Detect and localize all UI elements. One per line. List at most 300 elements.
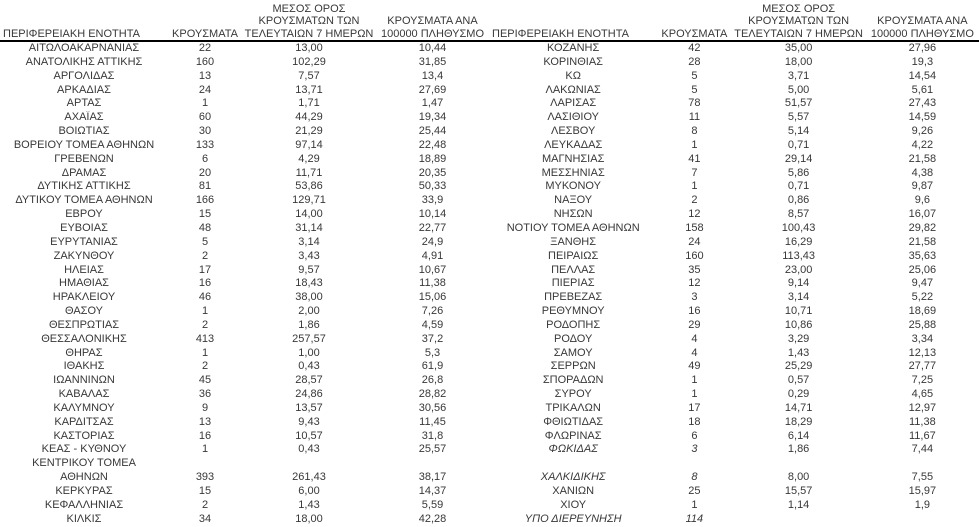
cell-avg7: 14,71 (784, 401, 813, 414)
table-row (0, 167, 489, 181)
cell-region: ΠΡΕΒΕΖΑΣ (544, 291, 603, 304)
cell-cases: 60 (198, 111, 212, 124)
table-row (0, 291, 489, 305)
cell-region: ΦΘΙΩΤΙΔΑΣ (543, 415, 604, 428)
cell-per100k: 21,58 (908, 235, 937, 248)
cell-region: ΑΡΤΑΣ (66, 97, 102, 110)
table-row (489, 250, 979, 264)
table-row (489, 457, 979, 471)
cell-per100k: 1,47 (421, 97, 444, 110)
cell-cases (657, 457, 731, 471)
cell-cases: 12 (688, 208, 701, 221)
cell-avg7: 9,43 (298, 415, 320, 428)
cell-per100k: 29,82 (908, 221, 937, 234)
table-row (489, 499, 979, 513)
table-row (0, 374, 489, 388)
table-row (489, 291, 979, 305)
cell-avg7: 14,00 (295, 208, 323, 221)
cell-avg7: 5,86 (787, 166, 810, 179)
cell-region: ΕΒΡΟΥ (65, 208, 103, 221)
cell-avg7: 13,71 (295, 83, 323, 96)
cell-per100k: 28,82 (418, 388, 447, 401)
cell-per100k: 50,33 (418, 180, 447, 193)
cell-cases: 49 (688, 360, 701, 373)
cell-cases: 1 (691, 374, 698, 387)
cell-avg7: 113,43 (782, 249, 816, 262)
cell-avg7: 3,29 (787, 332, 810, 345)
cell-region: ΚΟΖΑΝΗΣ (547, 42, 600, 54)
cell-avg7: 13,00 (295, 42, 323, 54)
cell-per100k: 26,8 (421, 374, 444, 387)
cell-region: ΑΝΑΤΟΛΙΚΗΣ ΑΤΤΙΚΗΣ (25, 55, 143, 68)
cell-cases: 9 (201, 401, 209, 414)
column-header-region: ΠΕΡΙΦΕΡΕΙΑΚΗ ΕΝΟΤΗΤΑ (0, 0, 168, 41)
cell-avg7: 5,57 (787, 111, 810, 124)
cell-per100k: 1,9 (914, 498, 931, 511)
table-row (489, 388, 979, 402)
table-row (0, 485, 489, 499)
cell-per100k: 25,44 (418, 125, 447, 138)
cell-region: ΦΩΚΙΔΑΣ (548, 443, 598, 456)
cell-region: ΛΕΣΒΟΥ (550, 125, 596, 138)
table-body-right (489, 41, 979, 527)
cell-region: ΚΟΡΙΝΘΙΑΣ (543, 55, 603, 68)
table-row (489, 111, 979, 125)
cell-avg7: 0,29 (787, 388, 810, 401)
column-header-per100k (866, 0, 979, 41)
cell-avg7: 1,43 (298, 498, 320, 511)
cell-cases: 160 (685, 249, 704, 262)
cell-cases: 158 (685, 221, 704, 234)
table-row (0, 471, 489, 485)
table-row (489, 374, 979, 388)
cell-per100k: 10,14 (418, 208, 447, 221)
cell-region: ΑΧΑΪΑΣ (64, 111, 104, 124)
cell-avg7: 28,57 (295, 374, 323, 387)
cell-cases: 24 (688, 235, 701, 248)
header-row (0, 0, 489, 41)
column-header-avg7 (242, 0, 376, 41)
cell-region: ΚΕΦΑΛΛΗΝΙΑΣ (44, 498, 124, 511)
cell-region: ΔΡΑΜΑΣ (61, 166, 107, 179)
cell-cases: 1 (201, 97, 209, 110)
cell-cases: 17 (688, 401, 701, 414)
table-row (0, 430, 489, 444)
per100k-header-line1: ΚΡΟΥΣΜΑΤΑ ΑΝΑ (877, 15, 968, 27)
cell-cases: 8 (691, 125, 698, 138)
cell-cases: 36 (198, 388, 212, 401)
cell-per100k: 3,34 (911, 332, 934, 345)
cell-avg7: 35,00 (784, 42, 813, 54)
header-row (489, 0, 979, 41)
cell-cases: 2 (201, 360, 209, 373)
cell-per100k: 11,38 (909, 415, 936, 428)
per100k-header-line1: ΚΡΟΥΣΜΑΤΑ ΑΝΑ (387, 15, 478, 27)
cell-region: ΓΡΕΒΕΝΩΝ (54, 152, 114, 165)
cell-cases: 6 (201, 152, 209, 165)
cell-cases: 78 (688, 97, 701, 110)
cell-cases: 34 (198, 512, 212, 525)
cell-cases: 1 (201, 305, 209, 318)
cell-region: ΛΑΡΙΣΑΣ (550, 97, 597, 110)
cell-region: ΙΘΑΚΗΣ (63, 360, 105, 373)
cell-region: ΞΑΝΘΗΣ (550, 235, 597, 248)
cell-per100k: 27,77 (908, 360, 937, 373)
cell-cases: 16 (198, 429, 212, 442)
cell-per100k: 33,9 (421, 194, 444, 207)
cell-cases: 24 (198, 83, 212, 96)
cell-per100k: 11,67 (909, 429, 936, 442)
cell-region: ΣΑΜΟΥ (553, 346, 593, 359)
cell-avg7: 51,57 (784, 97, 813, 110)
cell-avg7: 3,14 (787, 291, 810, 304)
table-row (0, 84, 489, 98)
cell-cases: 48 (198, 221, 212, 234)
cell-per100k: 11,38 (419, 277, 446, 290)
cell-cases: 2 (691, 194, 698, 207)
cell-region: ΚΑΣΤΟΡΙΑΣ (53, 429, 115, 442)
cell-per100k: 20,35 (418, 166, 447, 179)
cell-avg7: 10,86 (784, 318, 813, 331)
table-row (0, 347, 489, 361)
cell-avg7: 6,14 (787, 429, 810, 442)
cell-cases: 133 (195, 138, 215, 151)
table-row (489, 56, 979, 70)
table-row (0, 208, 489, 222)
table-row (489, 84, 979, 98)
cell-cases: 4 (691, 346, 698, 359)
cell-cases: 35 (688, 263, 701, 276)
column-header-per100k (376, 0, 489, 41)
cell-avg7: 0,71 (787, 180, 810, 193)
cell-per100k: 38,17 (418, 471, 447, 484)
cell-per100k (866, 457, 979, 471)
cell-cases: 17 (198, 263, 212, 276)
table-row (0, 111, 489, 125)
cell-region: ΧΑΛΚΙΔΙΚΗΣ (540, 471, 606, 484)
cell-region: ΜΑΓΝΗΣΙΑΣ (541, 152, 605, 165)
table-row (489, 70, 979, 84)
cell-avg7: 97,14 (295, 138, 323, 151)
table-row (489, 416, 979, 430)
cell-per100k: 10,44 (418, 42, 447, 54)
cell-per100k: 27,69 (418, 83, 447, 96)
cell-cases: 1 (691, 138, 698, 151)
cell-per100k: 7,26 (421, 305, 444, 318)
cell-avg7: 11,71 (295, 166, 323, 179)
cell-avg7: 1,86 (787, 443, 810, 456)
cell-per100k: 21,58 (908, 152, 937, 165)
cell-avg7: 1,43 (787, 346, 810, 359)
table-header-left (0, 0, 489, 41)
cell-region (489, 457, 657, 471)
cell-cases: 1 (201, 346, 209, 359)
cell-region: ΣΕΡΡΩΝ (550, 360, 596, 373)
cell-per100k (376, 457, 489, 471)
table-row (0, 250, 489, 264)
table-row (0, 41, 489, 56)
cell-region: ΑΘΗΝΩΝ (60, 471, 108, 484)
table-body-left (0, 41, 489, 527)
cell-cases: 6 (691, 429, 698, 442)
cell-per100k: 18,89 (418, 152, 447, 165)
table-row (0, 319, 489, 333)
cell-avg7: 2,00 (298, 305, 320, 318)
cell-per100k: 13,4 (421, 69, 444, 82)
cell-cases: 2 (201, 249, 209, 262)
cell-region: ΣΥΡΟΥ (554, 388, 592, 401)
table-row (0, 499, 489, 513)
table-row (489, 305, 979, 319)
cell-region: ΠΕΛΛΑΣ (551, 263, 596, 276)
cell-avg7: 102,29 (292, 55, 326, 68)
cell-avg7: 0,43 (298, 360, 320, 373)
cell-region: ΕΥΡΥΤΑΝΙΑΣ (50, 235, 118, 248)
cell-avg7: 257,57 (292, 332, 326, 345)
cell-per100k: 61,9 (421, 360, 444, 373)
table-row (489, 485, 979, 499)
cell-cases: 81 (198, 180, 212, 193)
cell-cases: 25 (688, 485, 701, 497)
cell-avg7: 129,71 (292, 194, 326, 207)
cell-region: ΚΑΛΥΜΝΟΥ (53, 401, 115, 414)
cell-avg7: 29,14 (784, 152, 813, 165)
cell-per100k: 10,67 (418, 263, 447, 276)
cell-region: ΠΕΙΡΑΙΩΣ (548, 249, 599, 262)
cell-avg7: 3,71 (787, 69, 810, 82)
cell-region: ΡΕΘΥΜΝΟΥ (541, 305, 605, 318)
cell-per100k: 31,85 (418, 55, 447, 68)
table-row (0, 180, 489, 194)
cell-avg7: 1,14 (787, 498, 810, 511)
column-header-region: ΠΕΡΙΦΕΡΕΙΑΚΗ ΕΝΟΤΗΤΑ (489, 0, 657, 41)
cell-region: ΣΠΟΡΑΔΩΝ (542, 374, 604, 387)
column-header-cases: ΚΡΟΥΣΜΑΤΑ (168, 0, 242, 41)
cell-cases: 18 (688, 415, 701, 428)
cell-avg7: 0,71 (787, 138, 810, 151)
cell-avg7: 8,57 (787, 208, 810, 221)
cell-per100k: 25,88 (908, 318, 937, 331)
cell-region: ΚΕΑΣ - ΚΥΘΝΟΥ (41, 443, 127, 456)
cell-avg7: 1,86 (298, 318, 320, 331)
cell-region: ΘΕΣΣΑΛΟΝΙΚΗΣ (41, 332, 127, 345)
cell-region: ΗΜΑΘΙΑΣ (59, 277, 109, 290)
table-row (0, 457, 489, 471)
cell-per100k: 4,65 (911, 388, 934, 401)
cell-cases: 16 (198, 277, 212, 290)
cell-avg7: 1,00 (298, 346, 320, 359)
cell-cases: 4 (691, 332, 698, 345)
cell-per100k: 16,07 (908, 208, 937, 221)
cell-region: ΦΛΩΡΙΝΑΣ (544, 429, 602, 442)
cell-avg7: 18,00 (784, 55, 813, 68)
cell-avg7: 6,00 (298, 485, 320, 497)
table-row (489, 443, 979, 457)
table-row (0, 305, 489, 319)
table-row (489, 167, 979, 181)
cell-per100k: 4,59 (421, 318, 444, 331)
cell-avg7: 100,43 (781, 221, 816, 234)
cell-cases: 3 (691, 443, 698, 456)
table-row (0, 402, 489, 416)
cell-cases: 15 (198, 485, 212, 497)
table-row (489, 208, 979, 222)
cell-avg7: 0,43 (298, 443, 320, 456)
cell-avg7: 1,71 (298, 97, 320, 110)
cell-region: ΘΕΣΠΡΩΤΙΑΣ (48, 318, 120, 331)
cell-cases: 413 (195, 332, 215, 345)
cell-region: ΒΟΡΕΙΟΥ ΤΟΜΕΑ ΑΘΗΝΩΝ (13, 138, 155, 151)
cell-per100k: 15,06 (418, 291, 447, 304)
cell-region: ΚΩ (565, 69, 581, 82)
cell-avg7: 16,29 (784, 235, 813, 248)
cell-region: ΜΥΚΟΝΟΥ (545, 180, 601, 193)
cell-region: ΔΥΤΙΚΗΣ ΑΤΤΙΚΗΣ (37, 180, 131, 193)
cell-avg7: 0,57 (787, 374, 810, 387)
table-row (0, 56, 489, 70)
cell-per100k: 18,69 (908, 305, 937, 318)
cell-cases: 28 (688, 55, 701, 68)
cell-per100k: 7,25 (911, 374, 934, 387)
cell-region: ΗΛΕΙΑΣ (64, 263, 104, 276)
cell-avg7 (731, 513, 865, 527)
cell-per100k: 9,47 (911, 277, 934, 290)
cell-per100k: 22,77 (418, 221, 447, 234)
table-row (489, 125, 979, 139)
cell-per100k: 19,3 (911, 55, 934, 68)
cell-cases: 393 (195, 471, 215, 484)
cell-per100k: 37,2 (421, 332, 444, 345)
avg7-header-line1: ΜΕΣΟΣ ΟΡΟΣ (272, 2, 346, 15)
cell-region: ΠΙΕΡΙΑΣ (551, 277, 595, 290)
cell-cases: 8 (691, 471, 698, 484)
avg7-header-line3: ΤΕΛΕΥΤΑΙΩΝ 7 ΗΜΕΡΩΝ (244, 27, 374, 40)
cell-avg7: 10,57 (295, 429, 323, 442)
cell-per100k: 7,44 (911, 443, 934, 456)
cell-cases: 3 (691, 291, 698, 304)
cell-avg7: 261,43 (292, 471, 326, 484)
cell-cases (168, 457, 242, 471)
table-row (489, 513, 979, 527)
cell-region: ΚΕΝΤΡΙΚΟΥ ΤΟΜΕΑ (32, 457, 136, 470)
cell-avg7: 15,57 (784, 485, 813, 497)
cell-per100k: 9,26 (911, 125, 934, 138)
cell-per100k: 5,59 (421, 498, 444, 511)
regional-table-left (0, 0, 489, 527)
table-row (489, 347, 979, 361)
cell-cases: 13 (198, 415, 212, 428)
cell-region: ΧΙΟΥ (560, 498, 587, 511)
cell-region: ΛΕΥΚΑΔΑΣ (544, 138, 603, 151)
cell-per100k: 9,87 (911, 180, 934, 193)
cell-region: ΡΟΔΟΥ (554, 332, 593, 345)
cell-per100k: 11,45 (419, 415, 446, 428)
cell-cases: 41 (688, 152, 701, 165)
cell-per100k: 19,34 (418, 111, 447, 124)
table-row (0, 236, 489, 250)
cell-cases: 12 (688, 277, 701, 290)
table-row (0, 194, 489, 208)
table-row (0, 153, 489, 167)
cell-region: ΑΡΚΑΔΙΑΣ (57, 83, 111, 96)
cell-per100k: 5,22 (911, 291, 934, 304)
table-row (489, 402, 979, 416)
cell-cases: 45 (198, 374, 212, 387)
per100k-header-line2: 100000 ΠΛΗΘΥΣΜΟ (380, 27, 485, 40)
cell-per100k: 35,63 (908, 249, 937, 262)
cell-per100k: 7,55 (911, 471, 934, 484)
cell-per100k: 5,3 (424, 346, 441, 359)
cell-per100k: 22,48 (418, 138, 447, 151)
cell-per100k (866, 513, 979, 527)
cell-region: ΖΑΚΥΝΘΟΥ (53, 249, 115, 262)
table-row (489, 236, 979, 250)
cell-region: ΛΑΣΙΘΙΟΥ (547, 111, 600, 124)
cell-per100k: 27,96 (908, 42, 937, 54)
cell-cases: 166 (195, 194, 215, 207)
cell-avg7: 5,14 (787, 125, 810, 138)
cell-cases: 160 (195, 55, 215, 68)
table-row (489, 430, 979, 444)
cell-per100k: 31,8 (421, 429, 444, 442)
cell-avg7 (242, 457, 376, 471)
cell-region: ΡΟΔΟΠΗΣ (546, 318, 601, 331)
cell-avg7: 31,14 (295, 221, 323, 234)
table-row (0, 443, 489, 457)
cell-region: ΑΡΓΟΛΙΔΑΣ (53, 69, 115, 82)
cell-per100k: 25,57 (418, 443, 447, 456)
table-row (489, 41, 979, 56)
table-row (489, 180, 979, 194)
avg7-header-line3: ΤΕΛΕΥΤΑΙΩΝ 7 ΗΜΕΡΩΝ (734, 27, 863, 40)
cell-avg7: 5,00 (787, 83, 810, 96)
table-row (0, 97, 489, 111)
cell-per100k: 5,61 (911, 83, 934, 96)
cell-region: ΕΥΒΟΙΑΣ (60, 221, 108, 234)
cell-avg7: 0,86 (787, 194, 810, 207)
table-row (489, 360, 979, 374)
cell-avg7: 44,29 (295, 111, 323, 124)
cell-cases: 1 (691, 498, 698, 511)
table-header-right (489, 0, 979, 41)
cell-per100k: 12,13 (908, 346, 937, 359)
cell-region: ΘΑΣΟΥ (64, 305, 104, 318)
cell-avg7: 9,57 (298, 263, 320, 276)
cell-region: ΜΕΣΣΗΝΙΑΣ (541, 166, 605, 179)
cell-per100k: 27,43 (908, 97, 937, 110)
table-row (489, 471, 979, 485)
cell-region: ΘΗΡΑΣ (65, 346, 103, 359)
column-header-cases: ΚΡΟΥΣΜΑΤΑ (657, 0, 731, 41)
table-row (489, 153, 979, 167)
column-header-avg7 (731, 0, 865, 41)
cell-avg7: 21,29 (295, 125, 323, 138)
cell-per100k: 4,91 (421, 249, 444, 262)
cell-avg7: 10,71 (784, 305, 813, 318)
cell-region: ΝΗΣΩΝ (553, 208, 593, 221)
cell-avg7: 38,00 (295, 291, 323, 304)
cell-avg7: 53,86 (295, 180, 323, 193)
cell-cases: 1 (691, 388, 698, 401)
cell-cases: 20 (198, 166, 212, 179)
cell-region: ΙΩΑΝΝΙΝΩΝ (53, 374, 115, 387)
avg7-header-line1: ΜΕΣΟΣ ΟΡΟΣ (762, 2, 836, 15)
cell-per100k: 24,9 (421, 235, 444, 248)
table-row (489, 319, 979, 333)
cell-region: ΒΟΙΩΤΙΑΣ (58, 125, 110, 138)
cell-region: ΔΥΤΙΚΟΥ ΤΟΜΕΑ ΑΘΗΝΩΝ (15, 194, 153, 207)
cell-cases: 2 (201, 498, 209, 511)
